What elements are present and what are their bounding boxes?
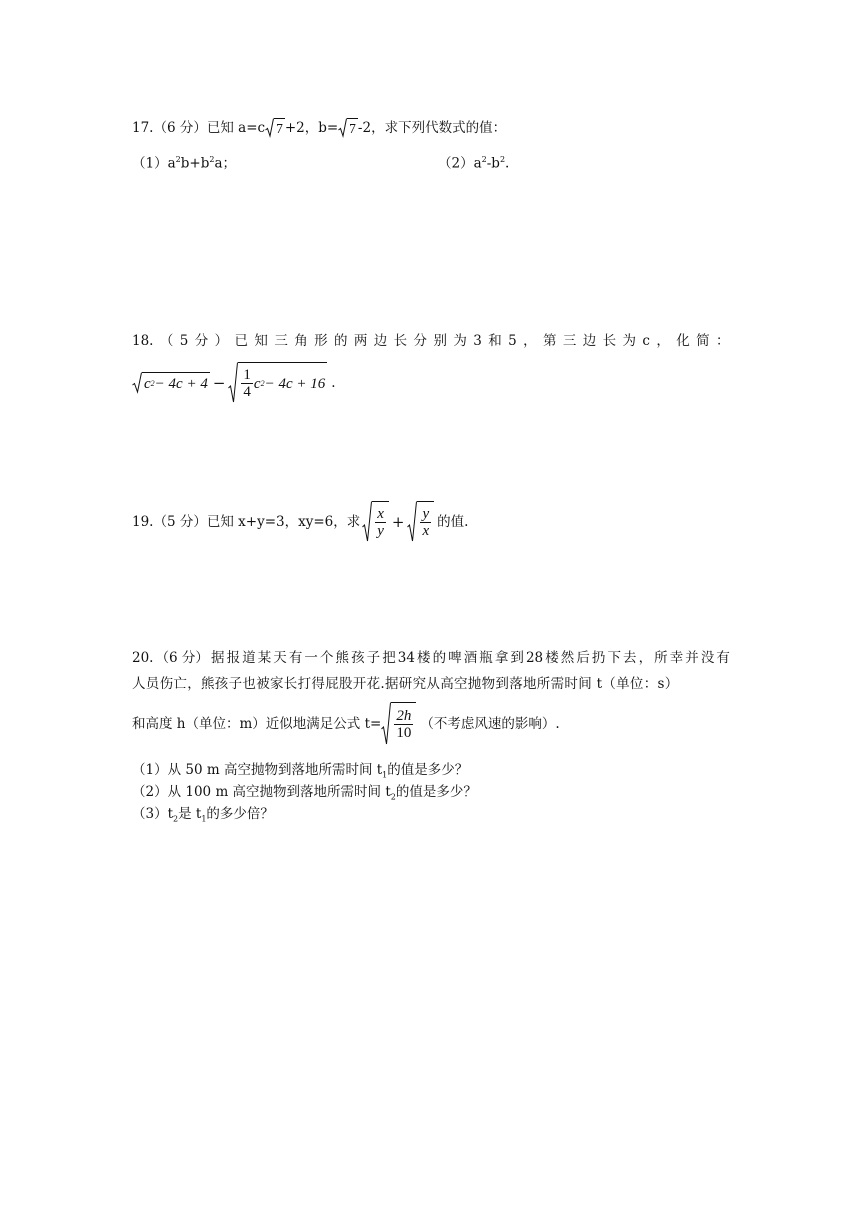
q20-sub3-mid: 是 t — [178, 806, 202, 822]
q18-text-char: 三 — [562, 333, 577, 349]
radical-sign-icon — [407, 501, 417, 543]
q20-text-char: 酒 — [463, 650, 478, 666]
q20-text-char: 一 — [304, 650, 318, 666]
q18-text-char: 5 — [179, 333, 189, 349]
q20-text-char: 下 — [607, 650, 621, 666]
q20-text-char: 孩 — [351, 650, 365, 666]
q18-text-char: 3 — [473, 333, 482, 349]
q20-line3-suffix: （不考虑风速的影响）. — [420, 716, 560, 732]
q20-text-char: 把 — [382, 650, 396, 666]
q20-sub1-end: 的值是多少？ — [387, 762, 469, 778]
sqrt-7-a-radicand: 7 — [274, 118, 285, 139]
q18-text-char: 第 — [542, 333, 557, 349]
q20-text-char: 天 — [273, 650, 287, 666]
q20-sub1-text: （1）从 50 m 高空抛物到落地所需时间 t — [132, 762, 383, 778]
frac-num: x — [377, 506, 384, 522]
frac-num: 2h — [396, 708, 412, 724]
q20-text-char: 啤 — [448, 650, 462, 666]
frac-den: x — [422, 523, 430, 539]
q18-text-char: 化 — [676, 333, 690, 349]
q18-text-char: 边 — [373, 333, 388, 349]
sqrt-7-b-radicand: 7 — [347, 118, 358, 139]
q20-text-char: 楼 — [545, 650, 559, 666]
q18-text-char: 的 — [333, 333, 348, 349]
question-19-line — [132, 497, 468, 547]
q20-text-char: 有 — [288, 650, 303, 666]
q18-text-char: 边 — [582, 333, 597, 349]
question-20-line-1 — [132, 648, 730, 668]
exponent: 2 — [150, 378, 155, 388]
q18-text-char: （ — [159, 333, 174, 349]
sqrt-7-b — [338, 118, 358, 139]
q18-text-char: 和 — [488, 333, 502, 349]
q18-text-char: 长 — [393, 333, 408, 349]
q18-text-char: ： — [716, 333, 730, 349]
q20-text-char: 有 — [716, 650, 730, 666]
q20-text-char: 扔 — [591, 650, 606, 666]
q20-text-char: 个 — [319, 650, 334, 666]
question-20-line-3 — [132, 700, 560, 748]
q20-text-char: 后 — [576, 650, 590, 666]
minus-sign: − — [212, 374, 226, 392]
q18-text-char: 分 — [413, 333, 428, 349]
q20-sub2-text: （2）从 100 m 高空抛物到落地所需时间 t — [132, 784, 391, 800]
fraction-y-x — [420, 506, 431, 539]
q17-suffix: -2，求下列代数式的值： — [357, 120, 507, 136]
frac-num: y — [422, 506, 430, 522]
var-c: c — [253, 375, 261, 392]
fraction-one-quarter — [241, 367, 253, 400]
question-20-line-2: 人员伤亡，熊孩子也被家长打得屁股开花.据研究从高空抛物到落地所需时间 t（单位：s） — [132, 676, 679, 692]
q20-text-char: 据 — [211, 650, 225, 666]
q19-prefix: 19.（5 分）已知 x+y=3，xy=6，求 — [132, 514, 361, 530]
q20-text-char: 子 — [366, 650, 381, 666]
question-18-line — [132, 331, 730, 351]
frac-den: y — [377, 523, 384, 539]
q18-text-char: 为 — [622, 333, 637, 349]
radical-sign-icon — [228, 362, 238, 404]
q18-text-char: 分 — [194, 333, 209, 349]
q20-text-char: 报 — [226, 650, 241, 666]
q20-text-char: 然 — [560, 650, 575, 666]
fraction-2h-over-10 — [394, 708, 413, 741]
var-c: c — [144, 375, 151, 392]
sqrt-7-a — [265, 118, 285, 139]
radical-sign-icon — [362, 501, 372, 543]
sqrt-expression-1 — [132, 372, 210, 394]
q18-text-char: ） — [214, 333, 229, 349]
sqrt-formula — [381, 702, 416, 746]
q20-text-char: 并 — [685, 650, 699, 666]
q19-suffix: 的值. — [437, 514, 469, 530]
q20-text-char: 道 — [242, 650, 256, 666]
q20-text-char: ， — [638, 650, 653, 666]
q17-part1-mid: b+b — [180, 155, 210, 172]
radical-sign-icon — [381, 702, 391, 746]
exponent: 2 — [175, 155, 181, 164]
q18-text-char: ， — [523, 333, 537, 349]
q18-text-char: 三 — [274, 333, 288, 349]
q17-prefix: 17.（6 分）已知 a=c — [132, 120, 266, 136]
q20-sub3-end: 的多少倍？ — [206, 806, 274, 822]
q17-part2-label: （2）a — [438, 155, 482, 172]
q18-text-char: 两 — [353, 333, 368, 349]
exponent: 2 — [499, 155, 506, 164]
q17-part1-end: a； — [214, 155, 236, 172]
q20-text-char: 去 — [623, 650, 637, 666]
question-17-line — [132, 118, 506, 139]
q18-text-char: 为 — [453, 333, 467, 349]
sqrt-y-over-x — [407, 501, 434, 543]
sqrt-expression-2 — [228, 362, 327, 404]
frac-den: 4 — [243, 384, 251, 400]
q20-text-char: 熊 — [335, 650, 349, 666]
q20-sub2-end: 的值是多少？ — [395, 784, 477, 800]
q18-text-char: 5 — [508, 333, 517, 349]
period: . — [331, 375, 336, 391]
q18-text-char: 已 — [234, 333, 249, 349]
q18-text-char: 角 — [294, 333, 308, 349]
q20-sub3-text: （3）t — [132, 806, 174, 822]
radical-sign-icon — [265, 118, 274, 138]
q20-text-char: 34 — [397, 650, 415, 666]
plus-sign: + — [391, 513, 405, 531]
subscript: 2 — [173, 814, 179, 824]
q18-text-char: c — [642, 333, 650, 349]
q18-text-char: 18. — [132, 333, 154, 349]
q20-text-char: 20. — [132, 650, 154, 666]
q18-text-char: 简 — [696, 333, 710, 349]
q17-part2-mid: -b — [486, 155, 500, 172]
q20-text-char: 到 — [510, 650, 524, 666]
fraction-x-y — [375, 506, 386, 539]
q20-text-char: 的 — [432, 650, 447, 666]
q20-text-char: 某 — [257, 650, 272, 666]
q20-text-char: 没 — [700, 650, 715, 666]
q17-part1-label: （1）a — [132, 155, 176, 172]
sqrt-x-over-y — [362, 501, 389, 543]
q17-part-2 — [438, 150, 509, 174]
exponent: 2 — [481, 155, 487, 164]
q18-expression — [132, 362, 336, 404]
q18-text-char: 长 — [602, 333, 617, 349]
q20-text-char: 拿 — [494, 650, 509, 666]
exponent: 2 — [260, 378, 265, 388]
q17-mid: +2，b= — [284, 120, 339, 136]
q20-text-char: 幸 — [669, 650, 684, 666]
subscript: 1 — [382, 770, 388, 780]
q17-part2-end: . — [505, 155, 510, 172]
q18-text-char: 知 — [254, 333, 268, 349]
q20-text-char: 28 — [525, 650, 544, 666]
q20-line3-prefix: 和高度 h（单位：m）近似地满足公式 t= — [132, 716, 382, 732]
subscript: 1 — [201, 814, 207, 824]
subscript: 2 — [390, 792, 396, 802]
q17-part-1 — [132, 150, 236, 174]
frac-den: 10 — [396, 725, 412, 741]
q20-sub-3 — [132, 804, 274, 830]
q18-text-char: 形 — [314, 333, 328, 349]
q18-expr2-rest: − 4c + 16 — [264, 375, 326, 392]
radical-sign-icon — [338, 118, 347, 138]
exponent: 2 — [209, 155, 215, 164]
q18-text-char: ， — [656, 333, 670, 349]
q18-expr1-rest: − 4c + 4 — [154, 375, 208, 392]
q20-text-char: 所 — [654, 650, 668, 666]
frac-num: 1 — [243, 367, 251, 383]
q20-text-char: 瓶 — [479, 650, 493, 666]
radical-sign-icon — [132, 372, 142, 394]
q20-text-char: （6 分） — [155, 650, 209, 666]
q20-text-char: 楼 — [417, 650, 431, 666]
q18-text-char: 别 — [433, 333, 447, 349]
